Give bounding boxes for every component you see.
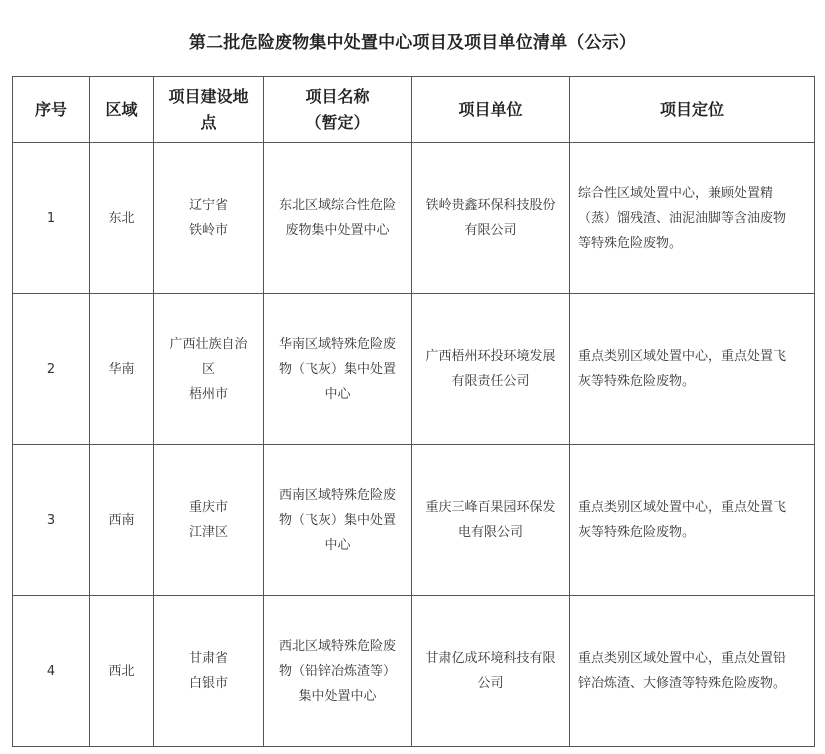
header-unit: 项目单位 [412, 77, 570, 143]
cell-name [264, 294, 412, 445]
cell-positioning [570, 596, 815, 747]
cell-line: 广西梧州环投环境发展 [425, 349, 556, 364]
cell-line: 有限责任公司 [451, 374, 530, 389]
cell-seq: 2 [13, 294, 90, 445]
cell-name [264, 445, 412, 596]
table-row [13, 143, 815, 294]
cell-line: 锌冶炼渣、大修渣等特殊危险废物。 [578, 676, 787, 691]
cell-location [154, 294, 264, 445]
cell-line: 华南区域特殊危险废 [278, 336, 396, 352]
cell-region: 东北 [90, 143, 154, 294]
cell-line: 灰等特殊危险废物。 [578, 525, 696, 540]
header-name-line: 项目名称 [305, 86, 370, 106]
cell-line: 铁岭市 [188, 223, 228, 238]
cell-line: 西北区域特殊危险废 [278, 638, 396, 654]
cell-line: 综合性区域处置中心，兼顾处置精 [578, 185, 774, 201]
cell-line: 甘肃亿成环境科技有限 [425, 651, 556, 666]
cell-line: 重庆市 [188, 500, 228, 515]
cell-region: 华南 [90, 294, 154, 445]
cell-line: 甘肃省 [188, 651, 228, 666]
header-name-line: （暂定） [305, 112, 370, 132]
cell-line: 废物集中处置中心 [285, 223, 390, 238]
cell-seq: 1 [13, 143, 90, 294]
header-location [154, 77, 264, 143]
cell-line: 物（飞灰）集中处置 [278, 361, 396, 377]
header-region: 区域 [90, 77, 154, 143]
table-header-row [13, 77, 815, 143]
cell-unit [412, 596, 570, 747]
cell-name [264, 143, 412, 294]
header-location-line: 点 [200, 112, 217, 132]
cell-seq: 3 [13, 445, 90, 596]
cell-region: 西北 [90, 596, 154, 747]
cell-line: 电有限公司 [457, 525, 523, 540]
cell-location [154, 596, 264, 747]
cell-line: 梧州市 [188, 386, 228, 402]
cell-positioning [570, 445, 815, 596]
cell-line: 区 [201, 361, 215, 377]
cell-location [154, 445, 264, 596]
header-positioning: 项目定位 [570, 77, 815, 143]
cell-line: 铁岭贵鑫环保科技股份 [425, 198, 556, 213]
cell-line: 物（飞灰）集中处置 [278, 512, 396, 528]
cell-unit [412, 445, 570, 596]
cell-line: （蒸）馏残渣、油泥油脚等含油废物 [578, 210, 787, 226]
page-title: 第二批危险废物集中处置中心项目及项目单位清单（公示） [188, 33, 637, 53]
cell-unit [412, 143, 570, 294]
cell-line: 重庆三峰百果园环保发 [425, 500, 556, 515]
table-row [13, 445, 815, 596]
cell-line: 中心 [324, 386, 351, 402]
table-row [13, 596, 815, 747]
cell-unit [412, 294, 570, 445]
cell-line: 白银市 [188, 676, 228, 691]
cell-line: 西南区域特殊危险废 [278, 487, 396, 503]
table-row [13, 294, 815, 445]
cell-line: 广西壮族自治 [169, 336, 248, 352]
cell-line: 灰等特殊危险废物。 [578, 374, 696, 389]
cell-line: 东北区域综合性危险 [278, 198, 396, 213]
cell-name [264, 596, 412, 747]
header-name [264, 77, 412, 143]
project-list-table [12, 76, 815, 747]
cell-line: 中心 [324, 537, 351, 553]
cell-line: 重点类别区域处置中心，重点处置飞 [578, 500, 787, 515]
cell-positioning [570, 294, 815, 445]
cell-line: 重点类别区域处置中心，重点处置铅 [578, 651, 787, 666]
cell-line: 物（铅锌冶炼渣等） [278, 663, 396, 679]
cell-location [154, 143, 264, 294]
cell-region: 西南 [90, 445, 154, 596]
cell-positioning [570, 143, 815, 294]
cell-line: 集中处置中心 [298, 688, 377, 704]
cell-line: 有限公司 [464, 223, 517, 238]
cell-line: 等特殊危险废物。 [578, 235, 683, 251]
header-seq: 序号 [13, 77, 90, 143]
cell-line: 公司 [477, 676, 504, 691]
cell-line: 辽宁省 [188, 198, 228, 213]
cell-line: 重点类别区域处置中心，重点处置飞 [578, 349, 787, 364]
header-location-line: 项目建设地 [168, 86, 249, 106]
cell-seq: 4 [13, 596, 90, 747]
cell-line: 江津区 [188, 525, 228, 540]
